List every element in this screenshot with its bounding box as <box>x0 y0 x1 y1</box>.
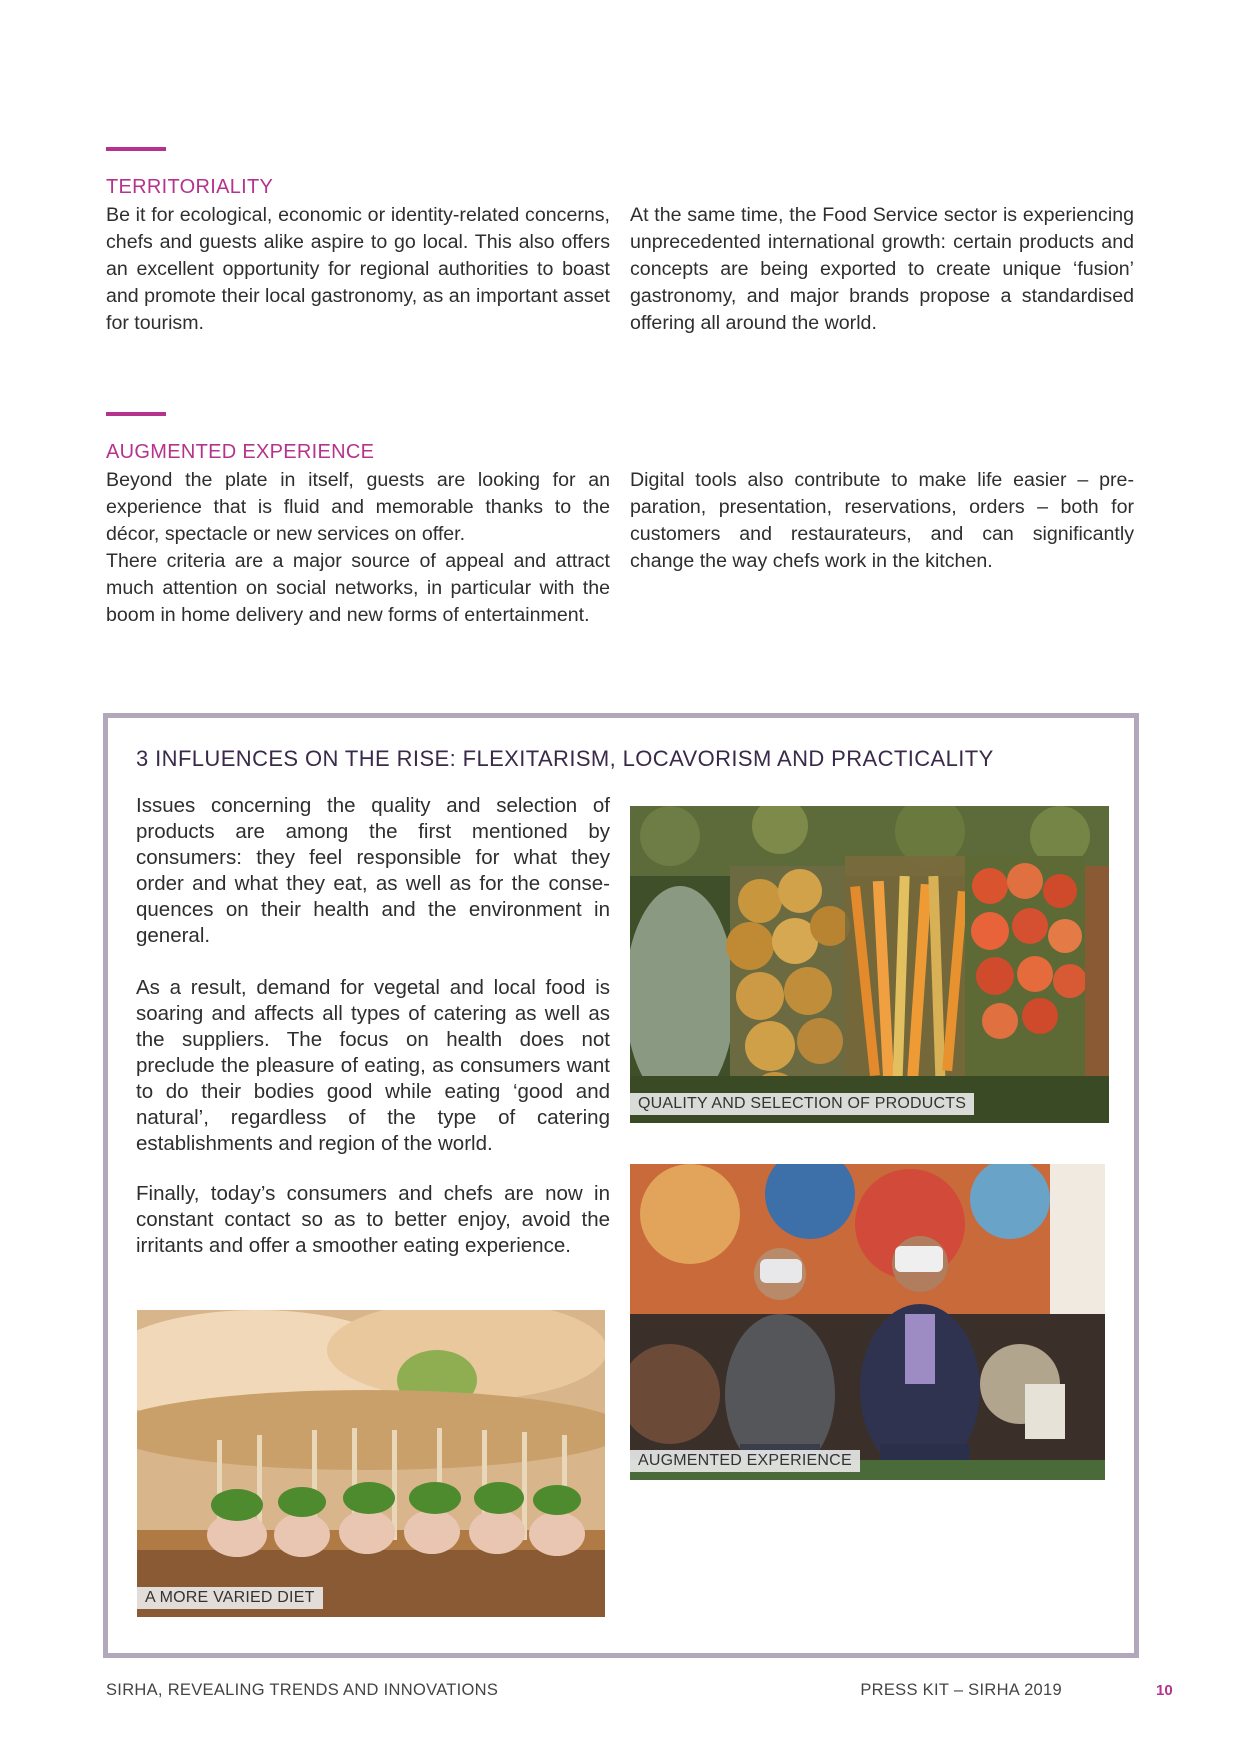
photo-vr-headsets <box>630 1164 1105 1480</box>
influences-paragraph-2: As a result, demand for vegetal and local food is soaring and affects all types of catering as well as the suppliers. The focus on health does not preclude the pleasure of eating, as consumers want to do their bodies good while eating ‘good and natural’, regardless of the type of catering establishments and region of the world. <box>136 976 610 1155</box>
heading-territoriality: TERRITORIALITY <box>106 176 274 198</box>
augmented-col1-p1: Beyond the plate in itself, guests are looking for an experience that is fluid and memorable thanks to the décor, spectacle or new services on offer. <box>106 469 610 545</box>
territoriality-col1: Be it for ecological, economic or identity-related concerns, chefs and guests alike aspire to go local. This also offers an excellent opportunity for regional authorities to boast and promote their local gastronomy, as an important asset for tourism. <box>106 204 610 334</box>
photo-food-skewers <box>137 1310 605 1617</box>
page-number: 10 <box>1156 1682 1173 1699</box>
influences-paragraph-1: Issues concerning the quality and selection of products are among the first mentioned by consumers: they feel responsible for what they order and what they eat, as well as for the consequences on their health and the environment in general. <box>136 794 610 947</box>
footer-press-kit: PRESS KIT – SIRHA 2019 <box>860 1681 1062 1699</box>
photo-produce-display <box>630 806 1109 1123</box>
territoriality-col2: At the same time, the Food Service sector is experiencing unprecedented international growth: certain products and concepts are being exported to create unique ‘fusion’ gastronomy, and major brands propose a standardised offering all around the world. <box>630 204 1134 334</box>
influences-paragraph-3: Finally, today’s consumers and chefs are now in constant contact so as to better enjoy, avoid the irritants and offer a smoother eating experience. <box>136 1182 610 1257</box>
augmented-col1 <box>106 467 610 629</box>
section-divider-territoriality <box>106 147 166 151</box>
footer-publication-title: SIRHA, REVEALING TRENDS AND INNOVATIONS <box>106 1681 499 1699</box>
caption-vr: AUGMENTED EXPERIENCE <box>630 1450 860 1472</box>
section-divider-augmented <box>106 412 166 416</box>
caption-produce: QUALITY AND SELECTION OF PRODUCTS <box>630 1093 974 1115</box>
heading-augmented-experience: AUGMENTED EXPERIENCE <box>106 441 375 463</box>
augmented-col2: Digital tools also contribute to make life easier – preparation, presentation, reservations, orders – both for customers and restaurateurs, and can significantly change the way chefs work in the kitchen. <box>630 469 1134 572</box>
influences-box-title: 3 INFLUENCES ON THE RISE: FLEXITARISM, LOCAVORISM AND PRACTICALITY <box>136 746 994 771</box>
caption-food: A MORE VARIED DIET <box>137 1587 323 1609</box>
augmented-col1-p2: There criteria are a major source of appeal and attract much attention on social networks, in particular with the boom in home delivery and new forms of entertainment. <box>106 550 610 626</box>
